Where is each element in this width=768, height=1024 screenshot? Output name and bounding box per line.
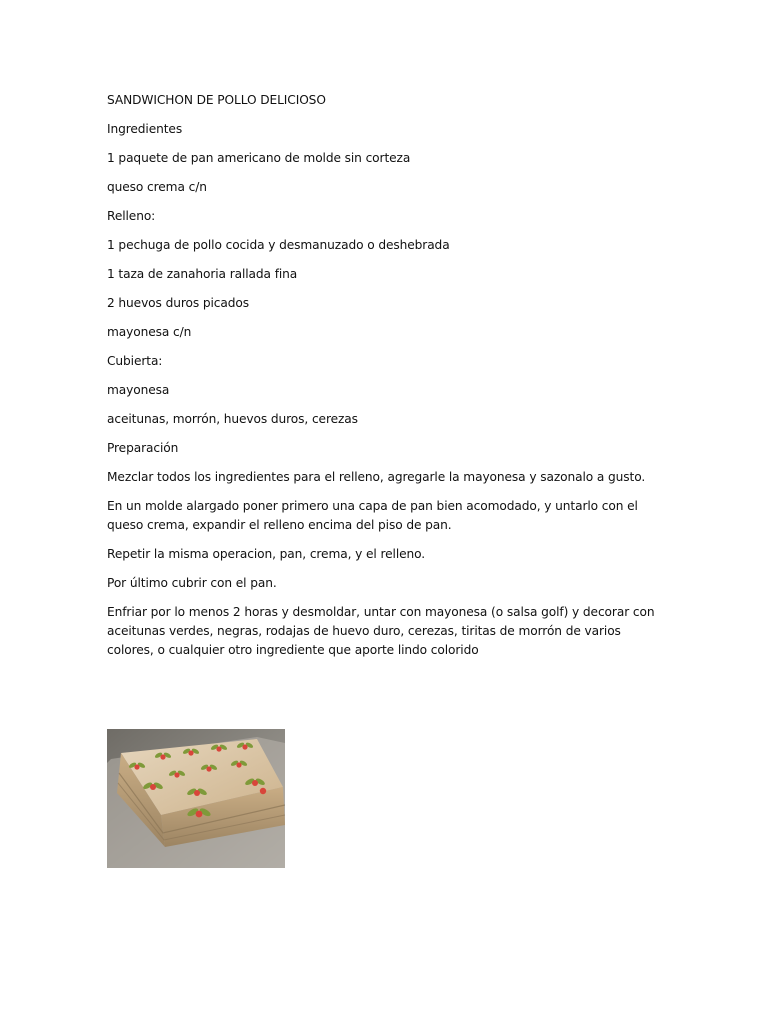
sandwich-cake-image — [107, 729, 285, 868]
paragraph-step-mix: Mezclar todos los ingredientes para el relleno, agregarle la mayonesa y sazonalo a gusto. — [107, 470, 646, 484]
paragraph-ingredient-bread: 1 paquete de pan americano de molde sin corteza — [107, 151, 411, 165]
paragraph-filling-eggs: 2 huevos duros picados — [107, 296, 249, 310]
paragraph-preparation-heading: Preparación — [107, 441, 179, 455]
paragraph-filling-heading: Relleno: — [107, 209, 156, 223]
paragraph-step-chill-decorate: Enfriar por lo menos 2 horas y desmoldar, untar con mayonesa (o salsa golf) y decorar con aceitunas verdes, negras, rodajas de huevo duro, cerezas, tiritas de morrón de varios colores, o cualquier otro ingrediente que aporte lindo colorido — [107, 605, 655, 657]
paragraph-filling-mayonnaise: mayonesa c/n — [107, 325, 192, 339]
paragraph-topping-heading: Cubierta: — [107, 354, 163, 368]
paragraph-topping-garnish: aceitunas, morrón, huevos duros, cerezas — [107, 412, 358, 426]
sandwich-cake-photo — [107, 729, 285, 868]
paragraph-step-cover: Por último cubrir con el pan. — [107, 576, 277, 590]
paragraph-ingredient-cream-cheese: queso crema c/n — [107, 180, 207, 194]
paragraph-filling-carrot: 1 taza de zanahoria rallada fina — [107, 267, 298, 281]
document-body — [107, 91, 667, 670]
paragraph-filling-chicken: 1 pechuga de pollo cocida y desmanuzado o deshebrada — [107, 238, 450, 252]
paragraph-step-repeat: Repetir la misma operacion, pan, crema, y el relleno. — [107, 547, 426, 561]
paragraph-step-layer: En un molde alargado poner primero una capa de pan bien acomodado, y untarlo con el queso crema, expandir el relleno encima del piso de pan. — [107, 499, 638, 532]
paragraph-ingredients-heading: Ingredientes — [107, 122, 183, 136]
garnish-cherry-edge — [260, 788, 266, 794]
document-title: SANDWICHON DE POLLO DELICIOSO — [107, 93, 326, 107]
paragraph-topping-mayonnaise: mayonesa — [107, 383, 170, 397]
